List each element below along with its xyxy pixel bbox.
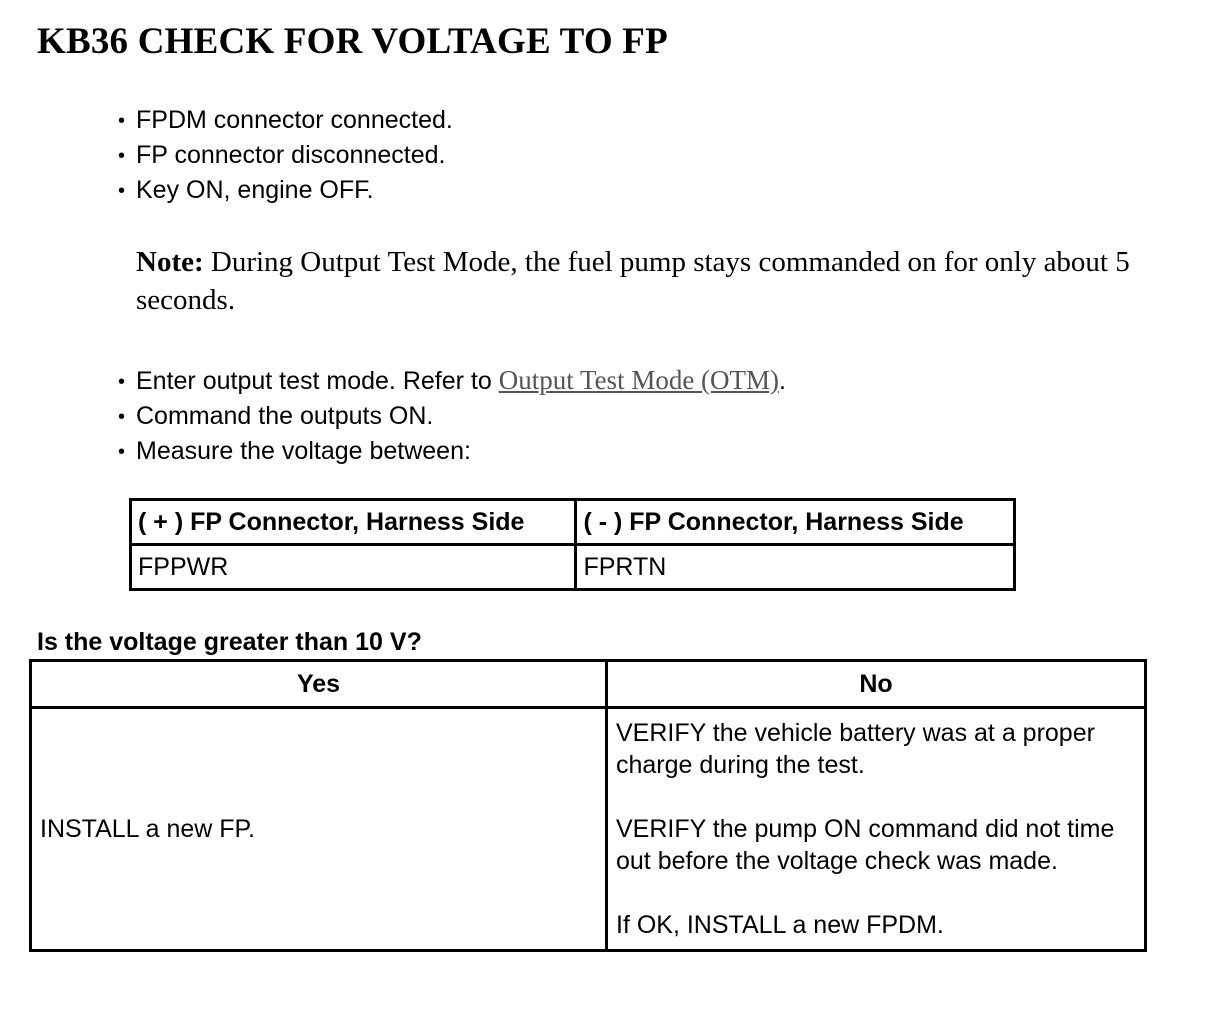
- note-block: [136, 243, 1196, 319]
- list-item: [118, 434, 786, 469]
- list-item: [118, 103, 453, 138]
- measurement-table: [129, 498, 1016, 591]
- question: Is the voltage greater than 10 V?: [37, 628, 422, 656]
- bullet-icon: •: [118, 441, 126, 463]
- list-item: [118, 173, 453, 208]
- bullet-icon: •: [118, 180, 126, 202]
- bullet-icon: •: [118, 371, 126, 393]
- note-label: Note:: [136, 246, 204, 278]
- no-paragraph: VERIFY the vehicle battery was at a proper charge during the test.: [616, 719, 1095, 779]
- bullet-icon: •: [118, 110, 126, 132]
- condition-text: FPDM connector connected.: [136, 106, 453, 134]
- condition-text: Key ON, engine OFF.: [136, 176, 374, 204]
- condition-text: FP connector disconnected.: [136, 141, 446, 169]
- step-text: Enter output test mode. Refer to: [136, 367, 499, 395]
- negative-pin: FPRTN: [576, 545, 1015, 590]
- bullet-icon: •: [118, 406, 126, 428]
- list-item: [118, 138, 453, 173]
- bullet-icon: •: [118, 145, 126, 167]
- step-list: [118, 363, 786, 469]
- table-row: [131, 545, 1015, 590]
- positive-header: ( + ) FP Connector, Harness Side: [131, 500, 576, 545]
- table-header-row: [131, 500, 1015, 545]
- condition-list: [118, 103, 453, 208]
- list-item: [118, 399, 786, 434]
- no-paragraph: VERIFY the pump ON command did not time out before the voltage check was made.: [616, 815, 1115, 875]
- otm-link[interactable]: Output Test Mode (OTM): [498, 365, 780, 395]
- no-paragraph: If OK, INSTALL a new FPDM.: [616, 911, 944, 939]
- list-item: [118, 363, 786, 399]
- note-text: During Output Test Mode, the fuel pump stays commanded on for only about 5 seconds.: [136, 246, 1130, 316]
- result-table: [29, 659, 1147, 952]
- page-title: KB36 CHECK FOR VOLTAGE TO FP: [37, 21, 668, 62]
- positive-pin: FPPWR: [131, 545, 576, 590]
- step-text-suffix: .: [779, 367, 786, 395]
- no-header: No: [607, 661, 1146, 708]
- table-header-row: [31, 661, 1146, 708]
- table-row: [31, 708, 1146, 951]
- yes-action: INSTALL a new FP.: [31, 708, 607, 951]
- step-text: Measure the voltage between:: [136, 437, 471, 465]
- yes-header: Yes: [31, 661, 607, 708]
- step-text: Command the outputs ON.: [136, 402, 434, 430]
- no-action: [607, 708, 1146, 951]
- negative-header: ( - ) FP Connector, Harness Side: [576, 500, 1015, 545]
